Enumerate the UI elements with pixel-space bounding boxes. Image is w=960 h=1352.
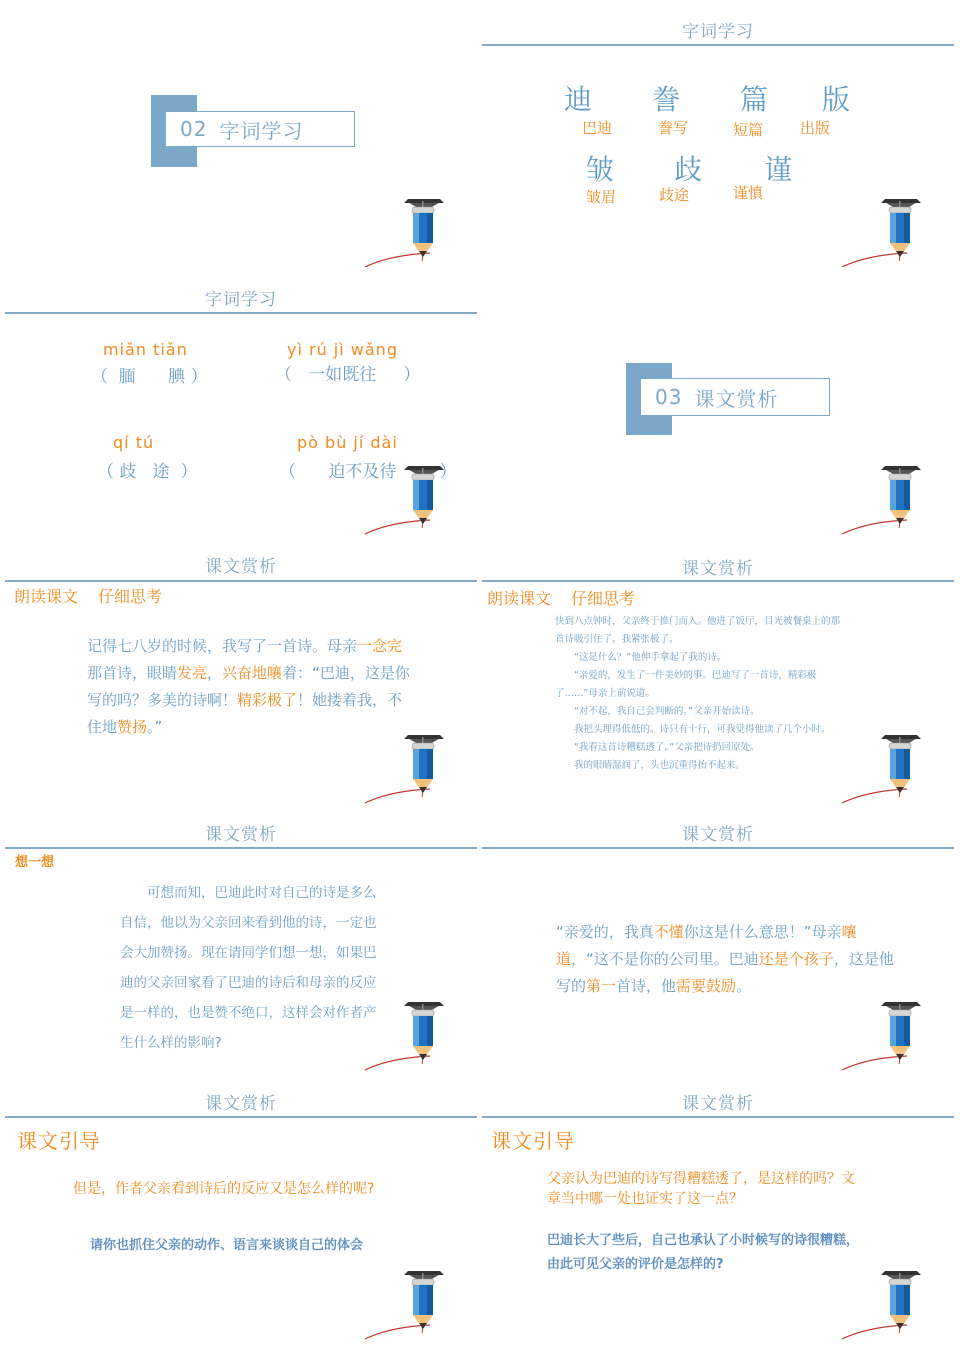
guide-title: 课文引导 <box>17 1129 101 1153</box>
slide-mother-quote <box>482 812 954 1074</box>
char-teng: 誊 <box>652 83 681 116</box>
guide-prompt-line: 由此可见父亲的评价是怎样的? <box>547 1257 724 1272</box>
header-divider <box>5 580 477 582</box>
slide-header: 字词学习 <box>682 22 754 42</box>
slide-guide-2 <box>482 1081 954 1343</box>
highlight-phrase: 兴奋地嚷 <box>222 664 283 682</box>
pinyin-yi-ru-ji-wang: yì rú jì wǎng <box>287 340 398 359</box>
slide-header: 课文赏析 <box>205 1094 277 1114</box>
excerpt-line: 我的眼睛湿润了，头也沉重得抬不起来。 <box>555 760 746 771</box>
word-duanpian: 短篇 <box>733 121 764 139</box>
excerpt-line: “我看这首诗糟糕透了。”父亲把诗扔回原处。 <box>555 742 760 753</box>
slide-header: 课文赏析 <box>205 557 277 577</box>
guide-prompt <box>547 1229 859 1277</box>
subheading-think: 仔细思考 <box>98 587 163 606</box>
slide-text-reading-2 <box>482 543 954 805</box>
highlight-phrase: 发亮 <box>177 664 208 682</box>
header-divider <box>5 312 477 314</box>
pinyin-qi-tu: qí tú <box>113 433 155 452</box>
excerpt-line: “对不起，我自己会判断的。”父亲开始读诗。 <box>555 706 760 717</box>
excerpt-line: “这是什么？”他伸手拿起了我的诗。 <box>555 652 727 663</box>
highlight-phrase: 嚷道 <box>556 923 857 968</box>
pencil-icon <box>837 195 927 267</box>
excerpt-line: 我把头埋得低低的。诗只有十行，可我觉得他读了几个小时。 <box>555 724 831 735</box>
slide-guide-1 <box>5 1081 477 1343</box>
excerpt-line: 了……”母亲上前说道。 <box>555 688 655 699</box>
highlight-phrase: 精彩极了 <box>237 691 298 709</box>
guide-question-line: 父亲认为巴迪的诗写得糟糕透了，是这样的吗？文 <box>547 1171 855 1187</box>
pencil-icon <box>837 462 927 536</box>
word-tengxie: 誊写 <box>658 119 689 137</box>
pencil-icon <box>360 731 450 805</box>
pencil-icon <box>360 195 450 267</box>
think-line: 迪的父亲回家看了巴迪的诗后和母亲的反应 <box>120 975 377 991</box>
slide-section-03 <box>482 274 954 536</box>
char-jin: 谨 <box>764 153 793 186</box>
text-run: ！她搂着我，不住地 <box>87 691 403 736</box>
subheading <box>487 586 635 609</box>
guide-question-line: 章当中哪一处也证实了这一点？ <box>547 1191 743 1207</box>
word-jinshen: 谨慎 <box>733 184 764 202</box>
slide-vocab-pinyin <box>5 274 477 536</box>
header-divider <box>482 580 954 582</box>
slide-think <box>5 812 477 1074</box>
guide-question: 但是，作者父亲看到诗后的反应又是怎么样的呢? <box>73 1181 375 1197</box>
excerpt-line: “亲爱的，发生了一件美妙的事。巴迪写了一首诗，精彩极 <box>555 670 817 681</box>
guide-prompt: 请你也抓住父亲的动作、语言来谈谈自己的体会 <box>90 1238 364 1253</box>
quote-paragraph <box>87 633 417 741</box>
highlight-phrase: 赞扬 <box>117 718 148 736</box>
highlight-phrase: 一念完 <box>357 637 403 655</box>
slide-header: 课文赏析 <box>682 825 754 845</box>
slide-section-02 <box>5 5 477 267</box>
char-zhou: 皱 <box>586 153 615 186</box>
pencil-icon <box>837 731 927 805</box>
quote-paragraph <box>556 919 894 1000</box>
section-title: 课文赏析 <box>694 386 779 411</box>
text-run: 。 <box>736 977 752 995</box>
pencil-icon <box>837 998 927 1074</box>
excerpt-line: 首诗吸引住了。我紧张极了。 <box>555 634 679 645</box>
char-pian: 篇 <box>740 83 769 116</box>
word-badi: 巴迪 <box>582 119 613 137</box>
slide-header: 课文赏析 <box>682 559 754 579</box>
subheading-think: 仔细思考 <box>571 589 636 608</box>
section-number: 03 <box>655 385 683 409</box>
pencil-icon <box>360 1267 450 1343</box>
subheading-read: 朗读课文 <box>14 587 79 606</box>
header-divider <box>482 44 954 46</box>
word-chuban: 出版 <box>800 119 831 137</box>
section-number: 02 <box>180 117 208 141</box>
char-qi: 歧 <box>674 153 703 186</box>
slide-text-reading-1 <box>5 543 477 805</box>
highlight-phrase: 需要鼓励 <box>676 977 737 995</box>
header-divider <box>482 1116 954 1118</box>
slide-header: 字词学习 <box>205 290 277 310</box>
word-zhoumei: 皱眉 <box>586 188 617 206</box>
pencil-icon <box>360 998 450 1074</box>
think-line: 自信，他以为父亲回来看到他的诗，一定也 <box>120 915 377 931</box>
section-title: 字词学习 <box>219 118 304 143</box>
text-run: 记得七八岁的时候，我写了一首诗。母亲 <box>87 637 358 655</box>
text-run: ，这是他写的 <box>556 950 894 995</box>
think-line: 会大加赞扬。现在请同学们想一想，如果巴 <box>120 945 377 961</box>
think-line: 生什么样的影响? <box>120 1035 222 1051</box>
text-run: ， <box>207 664 223 682</box>
think-line: 是一样的，也是赞不绝口，这样会对作者产 <box>120 1005 377 1021</box>
pinyin-po-bu-ji-dai: pò bù jí dài <box>297 433 398 452</box>
highlight-phrase: 第一 <box>586 977 617 995</box>
header-divider <box>5 1116 477 1118</box>
highlight-phrase: 还是个孩子 <box>758 950 834 968</box>
section-title-box <box>640 378 830 416</box>
guide-prompt-line: 巴迪长大了些后，自己也承认了小时候写的诗很糟糕， <box>547 1233 860 1248</box>
slide-vocab-chars <box>482 5 954 267</box>
excerpt-line: 快到八点钟时，父亲终于推门而入。他进了饭厅，目光被餐桌上的那 <box>555 616 841 627</box>
guide-title: 课文引导 <box>491 1129 575 1153</box>
slide-header: 课文赏析 <box>205 825 277 845</box>
char-di: 迪 <box>564 83 593 116</box>
subheading <box>14 584 162 607</box>
think-label: 想一想 <box>15 855 55 870</box>
text-run: 你这是什么意思！”母亲 <box>683 923 842 941</box>
chars-yi-ru-ji-wang: （ 一如既往 ） <box>275 365 421 385</box>
section-title-box <box>165 111 355 147</box>
char-ban: 版 <box>822 83 851 116</box>
pencil-icon <box>837 1267 927 1343</box>
chars-qi-tu: （ 歧 途 ） <box>97 462 198 482</box>
header-divider <box>5 847 477 849</box>
text-run: ，“这不是你的公司里。巴迪 <box>571 950 759 968</box>
word-qitu: 歧途 <box>659 186 690 204</box>
chars-po-bu-ji-dai: （ 迫不及待 ） <box>279 462 457 482</box>
text-run: 着：“巴迪，这是你写的吗？多美的诗啊！ <box>87 664 410 709</box>
text-run: 那首诗，眼睛 <box>87 664 178 682</box>
chars-mian-tian: （ 腼 腆 ） <box>91 367 208 387</box>
text-run: 首诗，他 <box>616 977 677 995</box>
subheading-read: 朗读课文 <box>487 589 552 608</box>
header-divider <box>482 847 954 849</box>
pinyin-mian-tian: miǎn tiǎn <box>103 340 188 359</box>
guide-question <box>547 1169 855 1209</box>
think-line: 可想而知，巴迪此时对自己的诗是多么 <box>120 885 377 901</box>
pencil-icon <box>360 462 450 536</box>
slide-header: 课文赏析 <box>682 1094 754 1114</box>
text-run: “亲爱的，我真 <box>556 923 654 941</box>
text-run: 。” <box>147 718 163 736</box>
highlight-phrase: 不懂 <box>653 923 684 941</box>
